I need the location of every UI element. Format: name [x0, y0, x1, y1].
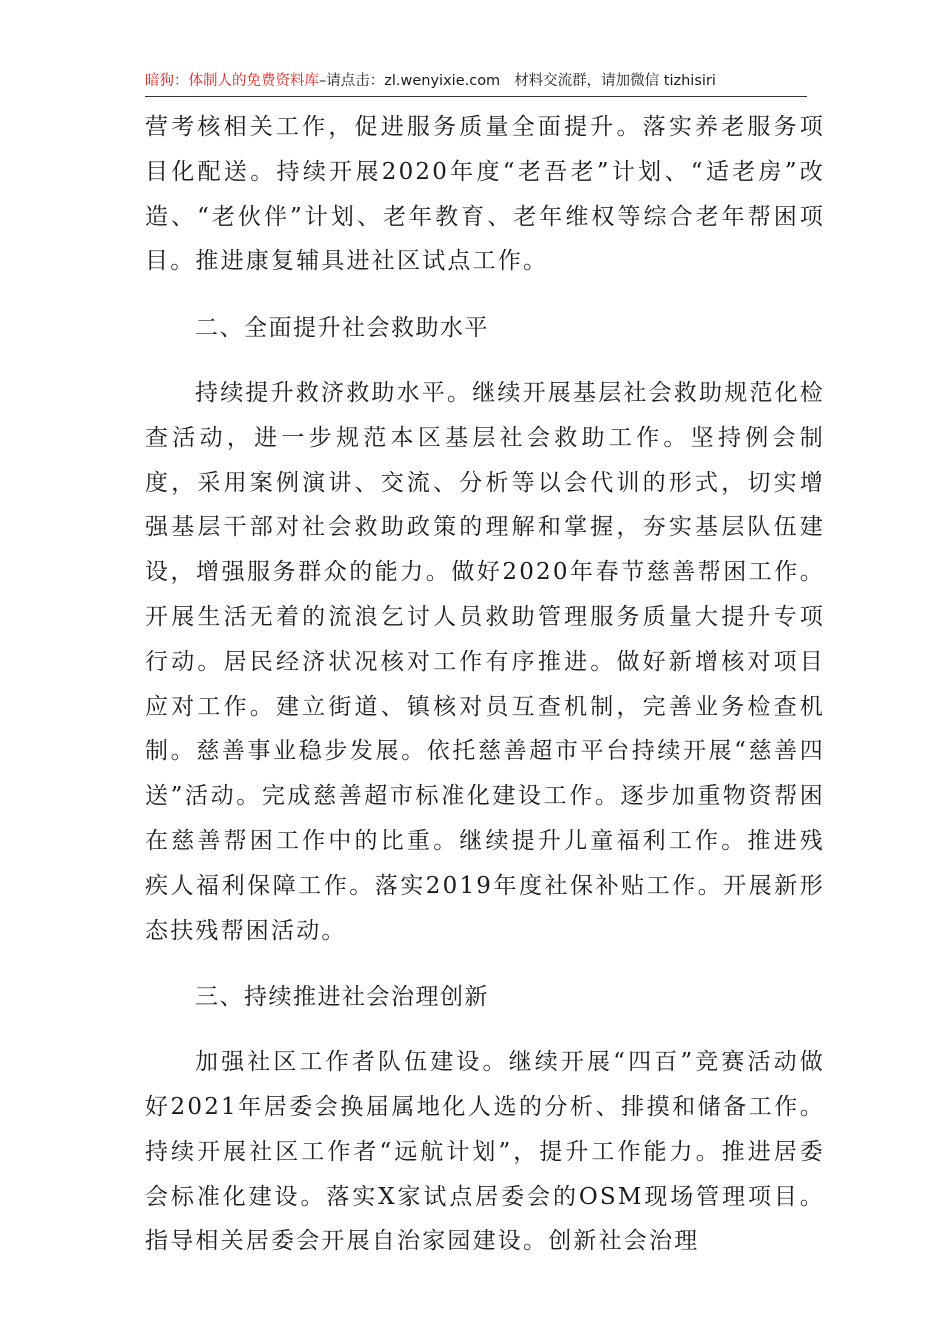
document-body	[145, 105, 825, 1264]
header-brand: 暗狗：体制人的免费资料库	[145, 73, 319, 89]
header-group-text: 材料交流群，请加微信 tizhisiri	[514, 73, 716, 89]
paragraph-continuation: 营考核相关工作，促进服务质量全面提升。落实养老服务项目化配送。持续开展2020年度“老吾老”计划、“适老房”改造、“老伙伴”计划、老年教育、老年维权等综合老年帮困项目。推进康复辅具进社区试点工作。	[145, 114, 825, 275]
paragraph-social-governance: 加强社区工作者队伍建设。继续开展“四百”竞赛活动做好2021年居委会换届属地化人选的分析、排摸和储备工作。持续开展社区工作者“远航计划”，提升工作能力。推进居委会标准化建设。落实X家试点居委会的OSM现场管理项目。指导相关居委会开展自治家园建设。创新社会治理	[145, 1049, 825, 1255]
page-header	[145, 70, 807, 97]
header-url-link[interactable]: zl.wenyixie.com	[384, 73, 501, 89]
header-click-prefix: –请点击：	[319, 73, 385, 89]
section-heading-2: 二、全面提升社会救助水平	[195, 315, 489, 342]
section-heading-3: 三、持续推进社会治理创新	[195, 984, 489, 1011]
paragraph-social-assistance: 持续提升救济救助水平。继续开展基层社会救助规范化检查活动，进一步规范本区基层社会救助工作。坚持例会制度，采用案例演讲、交流、分析等以会代训的形式，切实增强基层干部对社会救助政策的理解和掌握，夯实基层队伍建设，增强服务群众的能力。做好2020年春节慈善帮困工作。开展生活无着的流浪乞讨人员救助管理服务质量大提升专项行动。居民经济状况核对工作有序推进。做好新增核对项目应对工作。建立街道、镇核对员互查机制，完善业务检查机制。慈善事业稳步发展。依托慈善超市平台持续开展“慈善四送”活动。完成慈善超市标准化建设工作。逐步加重物资帮困在慈善帮困工作中的比重。继续提升儿童福利工作。推进残疾人福利保障工作。落实2019年度社保补贴工作。开展新形态扶残帮困活动。	[145, 379, 825, 944]
